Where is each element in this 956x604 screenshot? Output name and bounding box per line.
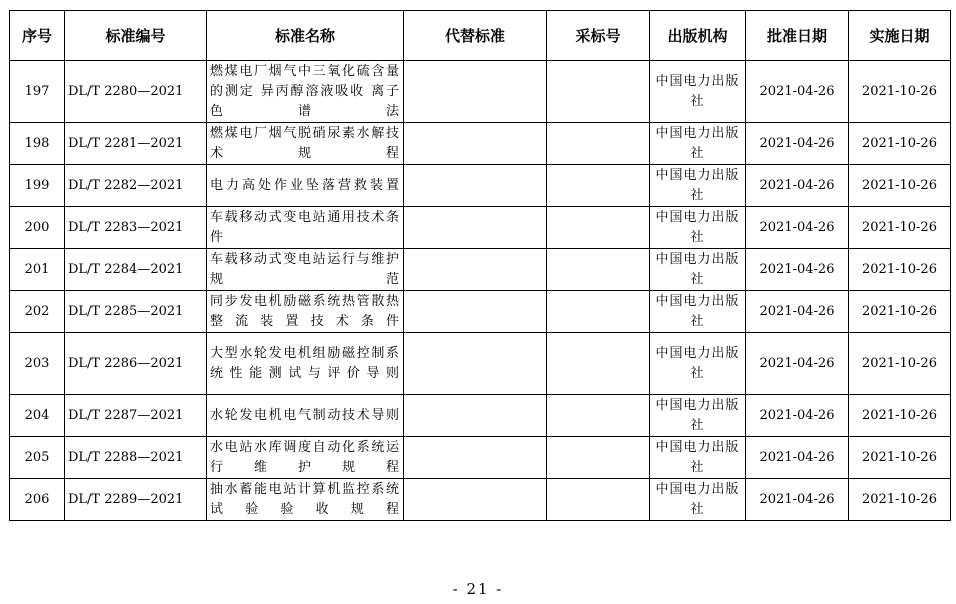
cell-standard-name: 水电站水库调度自动化系统运行维护规程 — [207, 437, 404, 479]
cell-replaced-standard — [404, 165, 547, 207]
cell-publisher: 中国电力出版社 — [650, 207, 746, 249]
cell-publisher: 中国电力出版社 — [650, 333, 746, 395]
cell-replaced-standard — [404, 479, 547, 521]
cell-implementation-date: 2021-10-26 — [849, 249, 951, 291]
cell-implementation-date: 2021-10-26 — [849, 61, 951, 123]
cell-approval-date: 2021-04-26 — [746, 123, 849, 165]
cell-serial: 205 — [10, 437, 65, 479]
cell-standard-code: DL/T 2289—2021 — [65, 479, 207, 521]
cell-adopted-number — [547, 123, 650, 165]
cell-approval-date: 2021-04-26 — [746, 479, 849, 521]
cell-standard-name: 大型水轮发电机组励磁控制系统性能测试与评价导则 — [207, 333, 404, 395]
cell-serial: 198 — [10, 123, 65, 165]
cell-standard-name: 车载移动式变电站运行与维护规范 — [207, 249, 404, 291]
cell-serial: 201 — [10, 249, 65, 291]
cell-adopted-number — [547, 61, 650, 123]
cell-implementation-date: 2021-10-26 — [849, 165, 951, 207]
cell-publisher: 中国电力出版社 — [650, 291, 746, 333]
cell-serial: 206 — [10, 479, 65, 521]
cell-adopted-number — [547, 291, 650, 333]
table-header-row — [10, 11, 951, 61]
header-standard-name: 标准名称 — [207, 11, 404, 61]
cell-standard-code: DL/T 2288—2021 — [65, 437, 207, 479]
cell-approval-date: 2021-04-26 — [746, 207, 849, 249]
cell-standard-code: DL/T 2283—2021 — [65, 207, 207, 249]
cell-replaced-standard — [404, 123, 547, 165]
cell-implementation-date: 2021-10-26 — [849, 479, 951, 521]
cell-serial: 199 — [10, 165, 65, 207]
table-row — [10, 291, 951, 333]
cell-approval-date: 2021-04-26 — [746, 61, 849, 123]
cell-approval-date: 2021-04-26 — [746, 395, 849, 437]
header-approval-date: 批准日期 — [746, 11, 849, 61]
cell-implementation-date: 2021-10-26 — [849, 123, 951, 165]
header-standard-code: 标准编号 — [65, 11, 207, 61]
cell-standard-name: 燃煤电厂烟气中三氧化硫含量的测定 异丙醇溶液吸收 离子色谱法 — [207, 61, 404, 123]
cell-adopted-number — [547, 333, 650, 395]
cell-implementation-date: 2021-10-26 — [849, 333, 951, 395]
table-row — [10, 123, 951, 165]
cell-publisher: 中国电力出版社 — [650, 395, 746, 437]
page-number: - 21 - — [452, 580, 504, 598]
cell-publisher: 中国电力出版社 — [650, 479, 746, 521]
cell-standard-name: 抽水蓄能电站计算机监控系统试验验收规程 — [207, 479, 404, 521]
cell-adopted-number — [547, 437, 650, 479]
standards-table — [9, 10, 951, 521]
cell-publisher: 中国电力出版社 — [650, 437, 746, 479]
cell-implementation-date: 2021-10-26 — [849, 395, 951, 437]
cell-publisher: 中国电力出版社 — [650, 165, 746, 207]
cell-publisher: 中国电力出版社 — [650, 249, 746, 291]
cell-adopted-number — [547, 395, 650, 437]
header-publisher: 出版机构 — [650, 11, 746, 61]
cell-standard-code: DL/T 2287—2021 — [65, 395, 207, 437]
cell-standard-code: DL/T 2280—2021 — [65, 61, 207, 123]
table-row — [10, 479, 951, 521]
cell-approval-date: 2021-04-26 — [746, 291, 849, 333]
cell-replaced-standard — [404, 437, 547, 479]
cell-standard-code: DL/T 2281—2021 — [65, 123, 207, 165]
table-body — [10, 61, 951, 521]
header-implementation-date: 实施日期 — [849, 11, 951, 61]
cell-serial: 203 — [10, 333, 65, 395]
table-row — [10, 437, 951, 479]
cell-approval-date: 2021-04-26 — [746, 437, 849, 479]
cell-replaced-standard — [404, 291, 547, 333]
cell-adopted-number — [547, 207, 650, 249]
table-row — [10, 395, 951, 437]
cell-standard-name: 电力高处作业坠落营救装置 — [207, 165, 404, 207]
cell-replaced-standard — [404, 61, 547, 123]
cell-standard-name: 同步发电机励磁系统热管散热整流装置技术条件 — [207, 291, 404, 333]
cell-publisher: 中国电力出版社 — [650, 123, 746, 165]
table-row — [10, 207, 951, 249]
cell-serial: 202 — [10, 291, 65, 333]
table-row — [10, 61, 951, 123]
cell-standard-name: 水轮发电机电气制动技术导则 — [207, 395, 404, 437]
cell-standard-code: DL/T 2286—2021 — [65, 333, 207, 395]
cell-implementation-date: 2021-10-26 — [849, 437, 951, 479]
cell-standard-name: 燃煤电厂烟气脱硝尿素水解技术规程 — [207, 123, 404, 165]
cell-serial: 197 — [10, 61, 65, 123]
header-adopted-number: 采标号 — [547, 11, 650, 61]
cell-replaced-standard — [404, 249, 547, 291]
header-replaced-standard: 代替标准 — [404, 11, 547, 61]
table-row — [10, 165, 951, 207]
cell-replaced-standard — [404, 395, 547, 437]
cell-serial: 204 — [10, 395, 65, 437]
cell-standard-name: 车载移动式变电站通用技术条件 — [207, 207, 404, 249]
cell-approval-date: 2021-04-26 — [746, 165, 849, 207]
cell-replaced-standard — [404, 333, 547, 395]
cell-replaced-standard — [404, 207, 547, 249]
cell-adopted-number — [547, 249, 650, 291]
cell-standard-code: DL/T 2285—2021 — [65, 291, 207, 333]
table-row — [10, 333, 951, 395]
header-serial: 序号 — [10, 11, 65, 61]
cell-adopted-number — [547, 165, 650, 207]
cell-serial: 200 — [10, 207, 65, 249]
cell-adopted-number — [547, 479, 650, 521]
cell-standard-code: DL/T 2282—2021 — [65, 165, 207, 207]
table-row — [10, 249, 951, 291]
cell-approval-date: 2021-04-26 — [746, 333, 849, 395]
cell-implementation-date: 2021-10-26 — [849, 207, 951, 249]
cell-standard-code: DL/T 2284—2021 — [65, 249, 207, 291]
cell-publisher: 中国电力出版社 — [650, 61, 746, 123]
document-page — [9, 10, 951, 521]
cell-implementation-date: 2021-10-26 — [849, 291, 951, 333]
cell-approval-date: 2021-04-26 — [746, 249, 849, 291]
